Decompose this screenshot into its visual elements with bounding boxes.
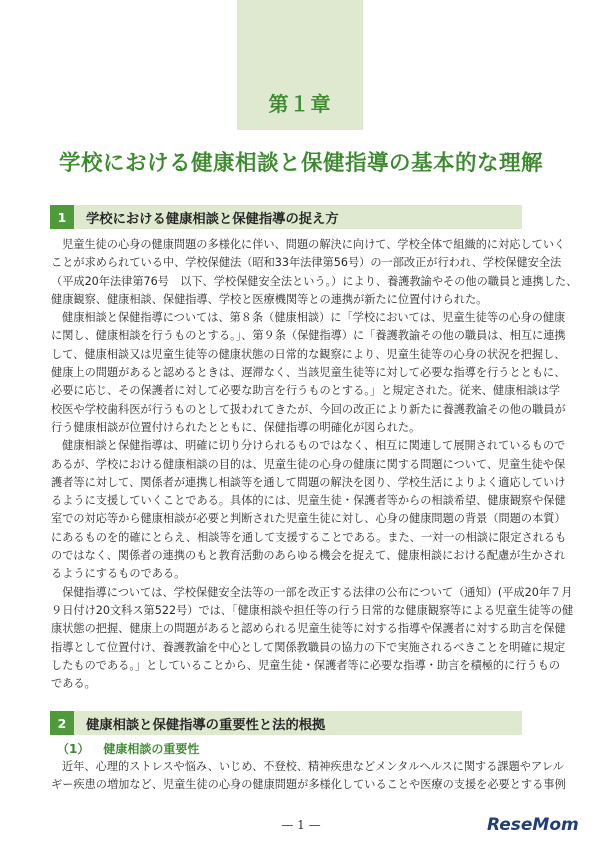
section-1-body — [51, 236, 578, 693]
body-line: 護者等に対して、関係者が連携し相談等を通して問題の解決を図り、学校生活によりよく適応していけ — [51, 475, 566, 489]
body-line: 児童生徒の心身の健康問題の多様化に伴い、問題の解決に向けて、学校全体で組織的に対応していく — [62, 238, 566, 251]
body-line: のではなく、関係者の連携のもと教育活動のあらゆる機会を捉えて、健康相談における配慮が生かされ — [51, 549, 566, 563]
body-line: 室での対応等から健康相談が必要と判断された児童生徒に対し、心身の健康問題の背景（問題の本質） — [51, 512, 566, 526]
body-line: にあるものを的確にとらえ、相談等を通して支援することである。また、一対一の相談に限定されるも — [51, 530, 567, 544]
body-line: るように支援していくことである。具体的には、児童生徒・保護者等からの相談希望、健康観察や保健 — [51, 494, 566, 508]
body-line: 必要に応じ、その保護者に対して必要な助言を行うものとする。」と規定された。従来、健康相談は学 — [51, 384, 561, 398]
subsection-title: 健康相談の重要性 — [103, 742, 200, 756]
page-number: — 1 — — [281, 818, 321, 832]
body-line: 近年、心理的ストレスや悩み、いじめ、不登校、精神疾患などメンタルヘルスに関する課題やアレル — [62, 760, 564, 773]
section-2-header — [50, 711, 522, 735]
chapter-label: 第１章 — [268, 92, 332, 116]
body-line: ９日付け20文科ス第522号）では、「健康相談や担任等の行う日常的な健康観察等による児童生徒等の健 — [51, 603, 574, 617]
body-line: 健康相談と保健指導については、第８条（健康相談）に「学校においては、児童生徒等の心身の健康 — [62, 311, 566, 325]
section-1-header — [50, 205, 522, 229]
section-2-number: 2 — [50, 711, 74, 735]
body-line: 指導として位置付け、養護教諭を中心として関係教職員の協力の下で実施されるべきことを明確に規定 — [51, 640, 566, 654]
section-1-title: 学校における健康相談と保健指導の捉え方 — [86, 211, 339, 227]
body-line: 保健指導については、学校保健安全法等の一部を改正する法律の公布について（通知）(平成20年７月 — [62, 585, 573, 599]
body-line: ギー疾患の増加など、児童生徒の心身の健康問題が多様化していることや医療の支援を必要とする事例 — [51, 778, 566, 792]
body-line: 校医や学校歯科医が行うものとして扱われてきたが、今回の改正により新たに養護教諭その他の職員が — [51, 402, 566, 416]
body-line: （平成20年法律第76号 以下、学校保健安全法という。）により、養護教諭やその他の職員と連携した、 — [51, 274, 578, 288]
section-1-number: 1 — [50, 205, 74, 229]
chapter-header-box — [237, 0, 363, 130]
page-title: 学校における健康相談と保健指導の基本的な理解 — [58, 151, 543, 176]
body-line: 康状態の把握、健康上の問題があると認められる児童生徒等に対する指導や保護者に対する助言を保健 — [51, 622, 566, 636]
subsection-number: （1） — [57, 742, 90, 756]
body-line: して、健康相談又は児童生徒等の健康状態の日常的な観察により、児童生徒等の心身の状況を把握し、 — [51, 347, 566, 361]
section-2-title: 健康相談と保健指導の重要性と法的根拠 — [86, 717, 326, 733]
body-line: 健康観察、健康相談、保健指導、学校と医療機関等との連携が新たに位置付けられた。 — [51, 292, 488, 306]
body-line: るようにするものである。 — [51, 567, 186, 581]
body-line: 行う健康相談が位置付けられたとともに、保健指導の明確化が図られた。 — [51, 420, 421, 434]
body-line: 健康相談と保健指導は、明確に切り分けられるものではなく、相互に関連して展開されているもので — [62, 439, 566, 453]
body-line: に関し、健康相談を行うものとする。」、第９条（保健指導）に「養護教諭その他の職員は、相互に連携 — [51, 329, 566, 343]
subsection-heading — [57, 740, 213, 757]
section-2-body — [51, 758, 566, 795]
watermark-logo: ReseMom — [487, 815, 579, 835]
body-line: ことが求められている中、学校保健法（昭和33年法律第56号）の一部改正が行われ、学校保健安全法 — [51, 256, 562, 270]
body-line: したものである。」としていることから、児童生徒・保護者等に必要な指導・助言を積極的に行うもの — [51, 658, 561, 672]
body-line: 健康上の問題があると認めるときは、遅滞なく、当該児童生徒等に対して必要な指導を行うとともに、 — [51, 366, 566, 380]
body-line: あるが、学校における健康相談の目的は、児童生徒の心身の健康に関する問題について、児童生徒や保 — [51, 457, 566, 471]
body-line: である。 — [51, 677, 96, 691]
